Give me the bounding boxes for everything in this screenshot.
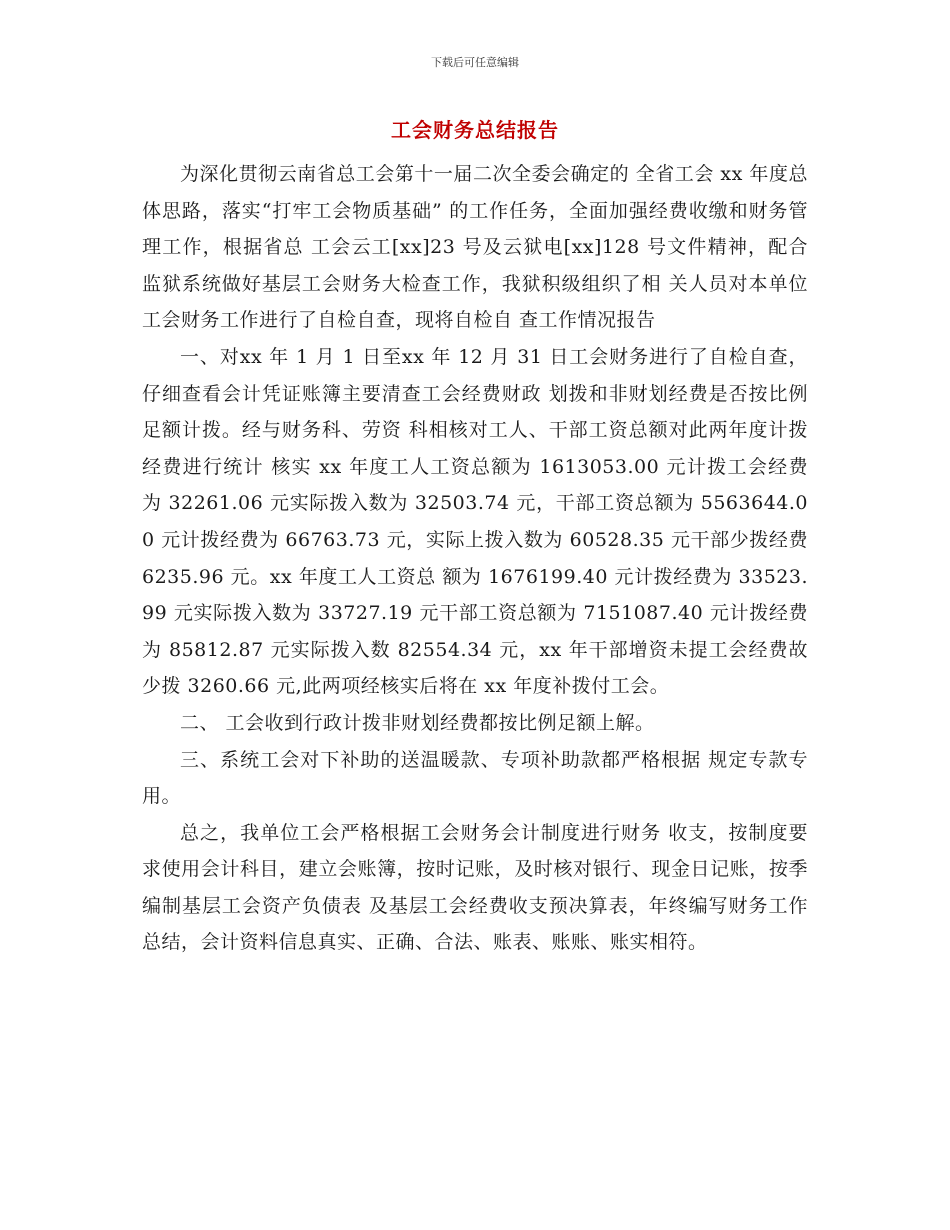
section-two-paragraph: 二、 工会收到行政计拨非财划经费都按比例足额上解。 [180,711,655,734]
section-one-paragraph: 一、对xx 年 1 月 1 日至xx 年 12 月 31 日工会财务进行了自检自查，仔细查看会计凭证账簿主要清查工会经费财政 划拨和非财划经费是否按比例足额计拨。经与财务科、劳资 科相核对工人、干部工资总额对此两年度计拨经费进行统计 核实 xx 年度工人工资总额为 1613053.00 元计拨工会经费 为 32261.06 元实际拨入数为 32503.74 元，干部工资总额为 5563644.00 元计拨经费为 66763.73 元，实际上拨入数为 60528.35 元干部少拨经费 6235.96 元。xx 年度工人工资总 额为 1676199.40 元计拨经费为 33523.99 元实际拨入数为 33727.19 元干部工资总额为 7151087.40 元计拨经费为 85812.87 元实际拨入数 82554.34 元，xx 年干部增资未提工会经费故少拨 3260.66 元,此两项经核实后将在 xx 年度补拨付工会。 [142,345,808,698]
document-title: 工会财务总结报告 [391,118,559,142]
header-note: 下载后可任意编辑 [431,56,519,69]
intro-paragraph: 为深化贯彻云南省总工会第十一届二次全委会确定的 全省工会 xx 年度总体思路，落实“打牢工会物质基础” 的工作任务，全面加强经费收缴和财务管理工作，根据省总 工会云工[xx]23 号及云狱电[xx]128 号文件精神，配合 监狱系统做好基层工会财务大检查工作，我狱积级组织了相 关人员对本单位工会财务工作进行了自检自查，现将自检自 查工作情况报告 [142,163,808,332]
conclusion-paragraph: 总之，我单位工会严格根据工会财务会计制度进行财务 收支，按制度要求使用会计科目，建立会账簿，按时记账，及时核对银行、现金日记账，按季编制基层工会资产负债表 及基层工会经费收支预决算表，年终编写财务工作总结，会计资料信息真实、正确、合法、账表、账账、账实相符。 [142,821,808,954]
section-three-paragraph: 三、系统工会对下补助的送温暖款、专项补助款都严格根据 规定专款专用。 [142,748,808,808]
document-body [142,156,808,961]
